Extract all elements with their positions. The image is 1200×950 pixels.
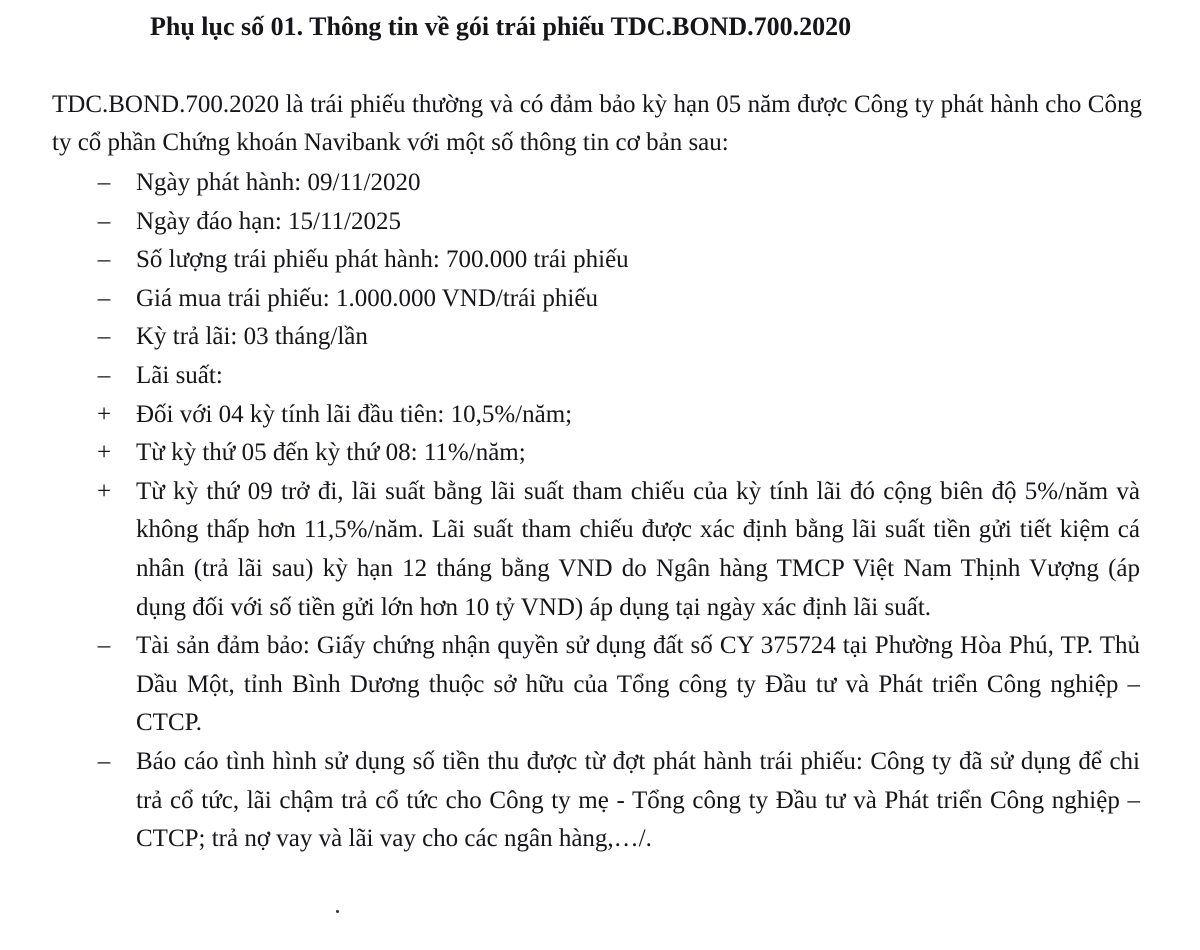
plus-bullet: +	[96, 439, 112, 467]
dash-bullet: –	[97, 632, 111, 660]
list-item-text: Lãi suất:	[136, 361, 223, 389]
list-item-text: Báo cáo tình hình sử dụng số tiền thu được từ đợt phát hành trái phiếu: Công ty đã sử dụng để chi trả cổ tức, lãi chậm trả cổ tức cho Công ty mẹ - Tổng công ty Đầu tư và Phát triển Công nghiệp – CTCP; trả nợ vay và lãi vay cho các ngân hàng,…/.	[136, 747, 1140, 853]
list-item-maturity-date	[0, 203, 1200, 242]
dash-bullet: –	[97, 323, 111, 351]
list-item-price	[0, 280, 1200, 319]
scan-speck	[336, 910, 339, 913]
list-item-collateral	[0, 627, 1200, 743]
dash-bullet: –	[97, 284, 111, 312]
dash-bullet: –	[97, 169, 111, 196]
list-item-interest-rate	[0, 357, 1200, 396]
list-item-text: Kỳ trả lãi: 03 tháng/lần	[136, 323, 368, 351]
dash-bullet: –	[97, 361, 111, 389]
list-item-rate-later-periods	[0, 473, 1200, 627]
page-title: Phụ lục số 01. Thông tin về gói trái phiếu TDC.BOND.700.2020	[150, 12, 852, 41]
plus-bullet: +	[96, 400, 112, 428]
list-item-proceeds-usage	[0, 743, 1200, 859]
list-item-text: Từ kỳ thứ 05 đến kỳ thứ 08: 11%/năm;	[136, 439, 526, 467]
dash-bullet: –	[97, 246, 111, 274]
bond-details-list	[0, 164, 1200, 859]
list-item-text: Số lượng trái phiếu phát hành: 700.000 trái phiếu	[136, 246, 629, 274]
list-item-text: Tài sản đảm bảo: Giấy chứng nhận quyền sử dụng đất số CY 375724 tại Phường Hòa Phú, TP. Thủ Dầu Một, tỉnh Bình Dương thuộc sở hữu của Tổng công ty Đầu tư và Phát triển Công nghiệp – CTCP.	[136, 632, 1140, 737]
dash-bullet: –	[97, 747, 111, 775]
dash-bullet: –	[97, 207, 111, 235]
intro-paragraph: TDC.BOND.700.2020 là trái phiếu thường và có đảm bảo kỳ hạn 05 năm được Công ty phát hành cho Công ty cổ phần Chứng khoán Navibank với một số thông tin cơ bản sau:	[52, 91, 1142, 156]
list-item-rate-first-periods	[0, 396, 1200, 435]
list-item-rate-mid-periods	[0, 434, 1200, 473]
list-item-text: Từ kỳ thứ 09 trở đi, lãi suất bằng lãi suất tham chiếu của kỳ tính lãi đó cộng biên độ 5%/năm và không thấp hơn 11,5%/năm. Lãi suất tham chiếu được xác định bằng lãi suất tiền gửi tiết kiệm cá nhân (trả lãi sau) kỳ hạn 12 tháng bằng VND do Ngân hàng TMCP Việt Nam Thịnh Vượng (áp dụng đối với số tiền gửi lớn hơn 10 tỷ VND) áp dụng tại ngày xác định lãi suất.	[136, 477, 1140, 621]
list-item-text: Ngày phát hành: 09/11/2020	[136, 169, 421, 196]
list-item-quantity	[0, 241, 1200, 280]
list-item-text: Ngày đáo hạn: 15/11/2025	[136, 207, 402, 235]
list-item-interest-period	[0, 318, 1200, 357]
plus-bullet: +	[96, 477, 112, 505]
list-item-issue-date	[0, 164, 1200, 203]
list-item-text: Đối với 04 kỳ tính lãi đầu tiên: 10,5%/năm;	[136, 400, 573, 428]
list-item-text: Giá mua trái phiếu: 1.000.000 VND/trái phiếu	[136, 284, 598, 312]
